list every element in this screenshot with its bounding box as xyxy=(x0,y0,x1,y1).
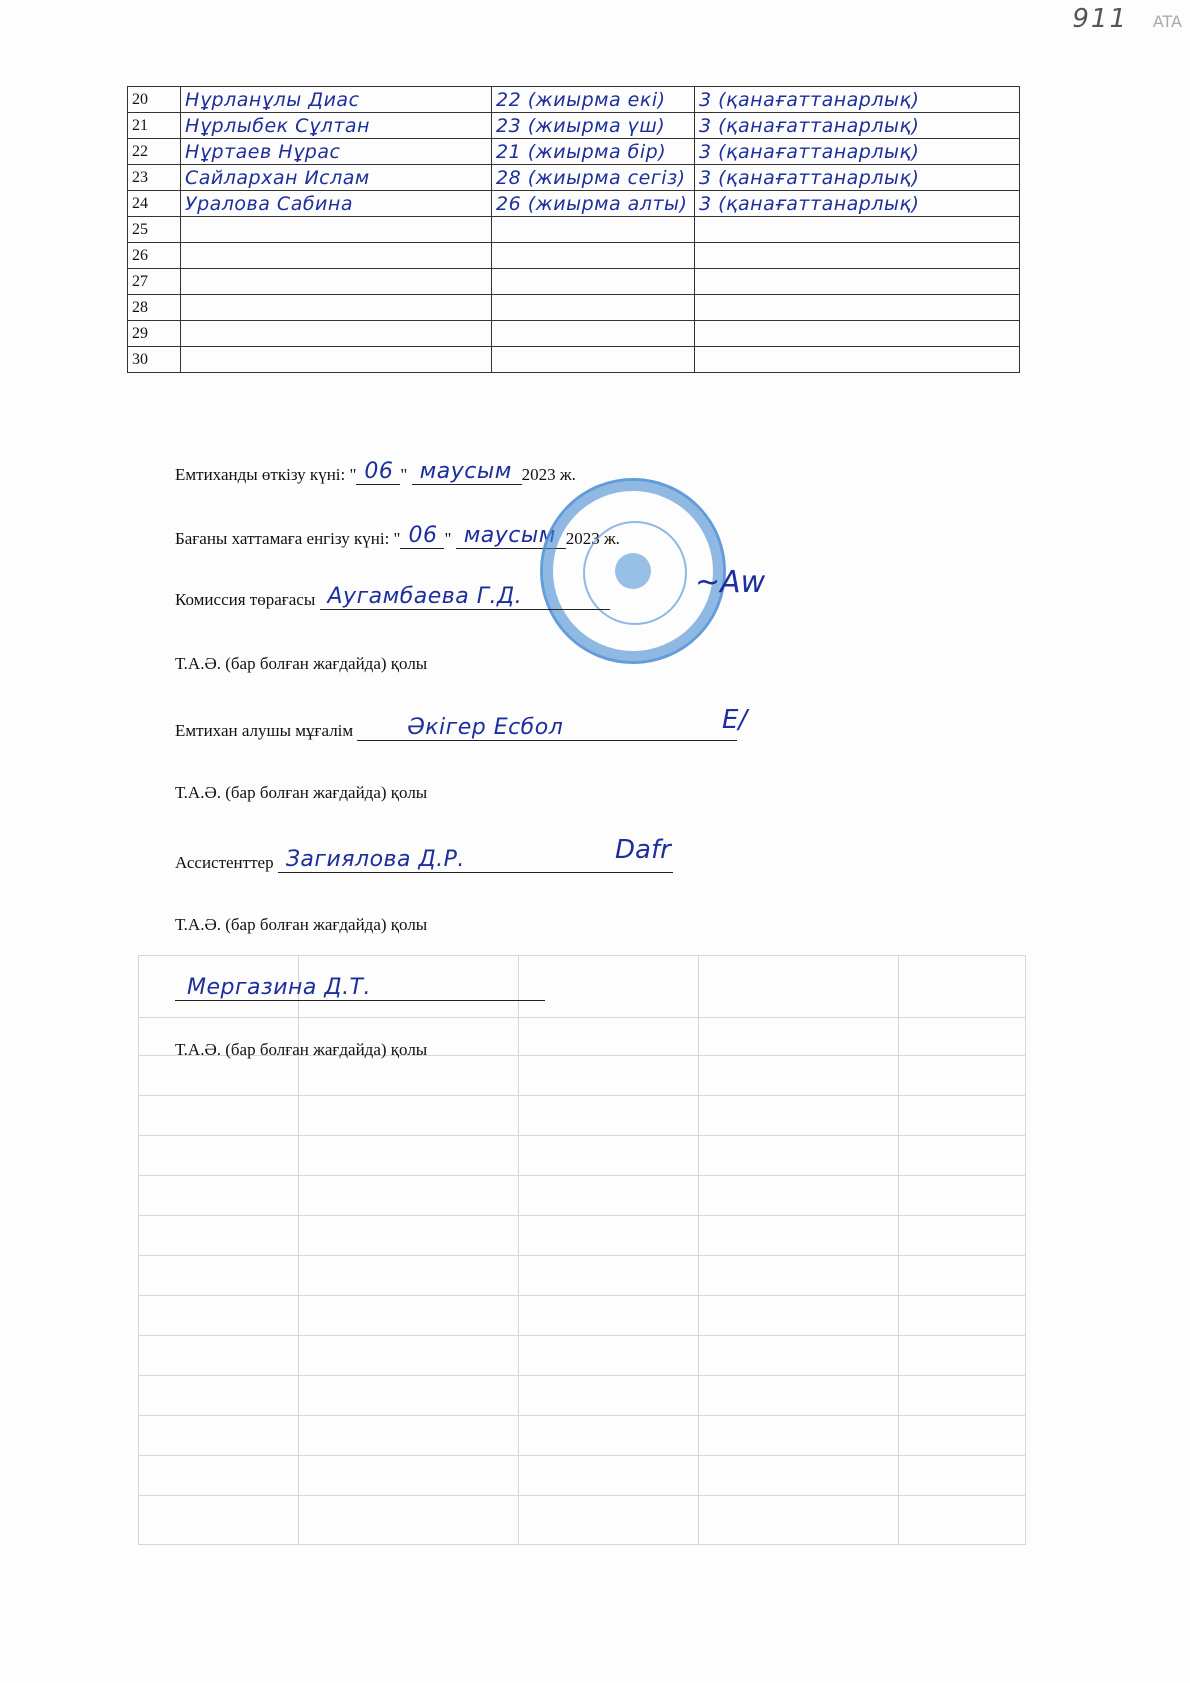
fio-caption-3: Т.А.Ә. (бар болған жағдайда) қолы xyxy=(175,915,428,934)
grade-cell xyxy=(695,243,1020,269)
table-row xyxy=(128,139,1020,165)
fio-caption-2: Т.А.Ә. (бар болған жағдайда) қолы xyxy=(175,783,428,802)
table-row xyxy=(128,165,1020,191)
table-row xyxy=(128,191,1020,217)
exam-date-line xyxy=(175,459,576,485)
grade-cell xyxy=(695,295,1020,321)
table-row xyxy=(128,243,1020,269)
assistant2-name: Мергазина Д.Т. xyxy=(187,975,371,1000)
student-name-cell xyxy=(181,295,492,321)
row-number-cell: 22 xyxy=(128,139,181,165)
chair-signature: ~Aw xyxy=(695,565,766,600)
ticket-number-cell xyxy=(492,321,695,347)
teacher-signature: E/ xyxy=(722,705,748,735)
ticket-number-cell xyxy=(492,269,695,295)
row-number-cell: 21 xyxy=(128,113,181,139)
ticket-number-cell xyxy=(492,295,695,321)
ticket-number-cell xyxy=(492,217,695,243)
grade-cell: 3 (қанағаттанарлық) xyxy=(695,139,1020,165)
row-number-cell: 24 xyxy=(128,191,181,217)
exam-date-month: маусым xyxy=(419,459,512,484)
results-table xyxy=(127,86,1020,373)
row-number-cell: 26 xyxy=(128,243,181,269)
assistants-name: Загиялова Д.Р. xyxy=(285,847,465,872)
student-name-cell xyxy=(181,217,492,243)
ticket-number-cell: 22 (жиырма екі) xyxy=(492,87,695,113)
chair-line xyxy=(175,584,610,610)
row-number-cell: 28 xyxy=(128,295,181,321)
row-number-cell: 29 xyxy=(128,321,181,347)
entry-date-year: 2023 ж. xyxy=(565,529,620,548)
entry-date-label: Бағаны хаттамаға енгізу күні: " xyxy=(175,529,401,548)
teacher-name: Әкiгер Есбол xyxy=(407,715,564,740)
grade-cell: 3 (қанағаттанарлық) xyxy=(695,191,1020,217)
student-name-cell xyxy=(181,321,492,347)
assistant-signature: Dafr xyxy=(615,835,671,865)
ticket-number-cell: 26 (жиырма алты) xyxy=(492,191,695,217)
grade-cell xyxy=(695,321,1020,347)
row-number-cell: 23 xyxy=(128,165,181,191)
grade-cell: 3 (қанағаттанарлық) xyxy=(695,165,1020,191)
student-name-cell: Уралова Сабина xyxy=(181,191,492,217)
table-row xyxy=(128,347,1020,373)
table-row xyxy=(128,295,1020,321)
exam-date-year: 2023 ж. xyxy=(521,465,576,484)
row-number-cell: 27 xyxy=(128,269,181,295)
grade-cell xyxy=(695,347,1020,373)
entry-date-quote: " xyxy=(444,529,456,548)
row-number-cell: 25 xyxy=(128,217,181,243)
ticket-number-cell: 23 (жиырма үш) xyxy=(492,113,695,139)
ticket-number-cell: 28 (жиырма сегіз) xyxy=(492,165,695,191)
table-row xyxy=(128,113,1020,139)
grade-cell xyxy=(695,269,1020,295)
chair-name: Аугамбаева Г.Д. xyxy=(327,584,523,609)
entry-date-month: маусым xyxy=(463,523,556,548)
student-name-cell xyxy=(181,243,492,269)
ticket-number-cell xyxy=(492,347,695,373)
entry-date-day: 06 xyxy=(408,523,438,548)
student-name-cell xyxy=(181,347,492,373)
table-row xyxy=(128,217,1020,243)
grade-cell: 3 (қанағаттанарлық) xyxy=(695,87,1020,113)
student-name-cell: Нұрлыбек Сұлтан xyxy=(181,113,492,139)
exam-date-day: 06 xyxy=(364,459,394,484)
teacher-label: Емтихан алушы мұғалім xyxy=(175,721,354,740)
student-name-cell xyxy=(181,269,492,295)
assistants-label: Ассистенттер xyxy=(175,853,274,872)
student-name-cell: Нұртаев Нұрас xyxy=(181,139,492,165)
page-number: 911 xyxy=(1072,4,1128,34)
grade-cell xyxy=(695,217,1020,243)
exam-date-label: Емтиханды өткізу күні: " xyxy=(175,465,357,484)
ticket-number-cell: 21 (жиырма бір) xyxy=(492,139,695,165)
ticket-number-cell xyxy=(492,243,695,269)
table-row xyxy=(128,321,1020,347)
grade-cell: 3 (қанағаттанарлық) xyxy=(695,113,1020,139)
row-number-cell: 20 xyxy=(128,87,181,113)
table-row xyxy=(128,269,1020,295)
exam-date-quote: " xyxy=(400,465,412,484)
student-name-cell: Сайлархан Ислам xyxy=(181,165,492,191)
corner-mark: ATA xyxy=(1152,12,1182,31)
assistants-line xyxy=(175,847,673,873)
chair-label: Комиссия төрағасы xyxy=(175,590,316,609)
row-number-cell: 30 xyxy=(128,347,181,373)
fio-caption-1: Т.А.Ә. (бар болған жағдайда) қолы xyxy=(175,654,428,673)
teacher-line xyxy=(175,715,737,741)
fio-caption-4: Т.А.Ә. (бар болған жағдайда) қолы xyxy=(175,1040,428,1059)
assistant2-line xyxy=(175,975,545,1001)
table-row xyxy=(128,87,1020,113)
student-name-cell: Нұрланұлы Диас xyxy=(181,87,492,113)
